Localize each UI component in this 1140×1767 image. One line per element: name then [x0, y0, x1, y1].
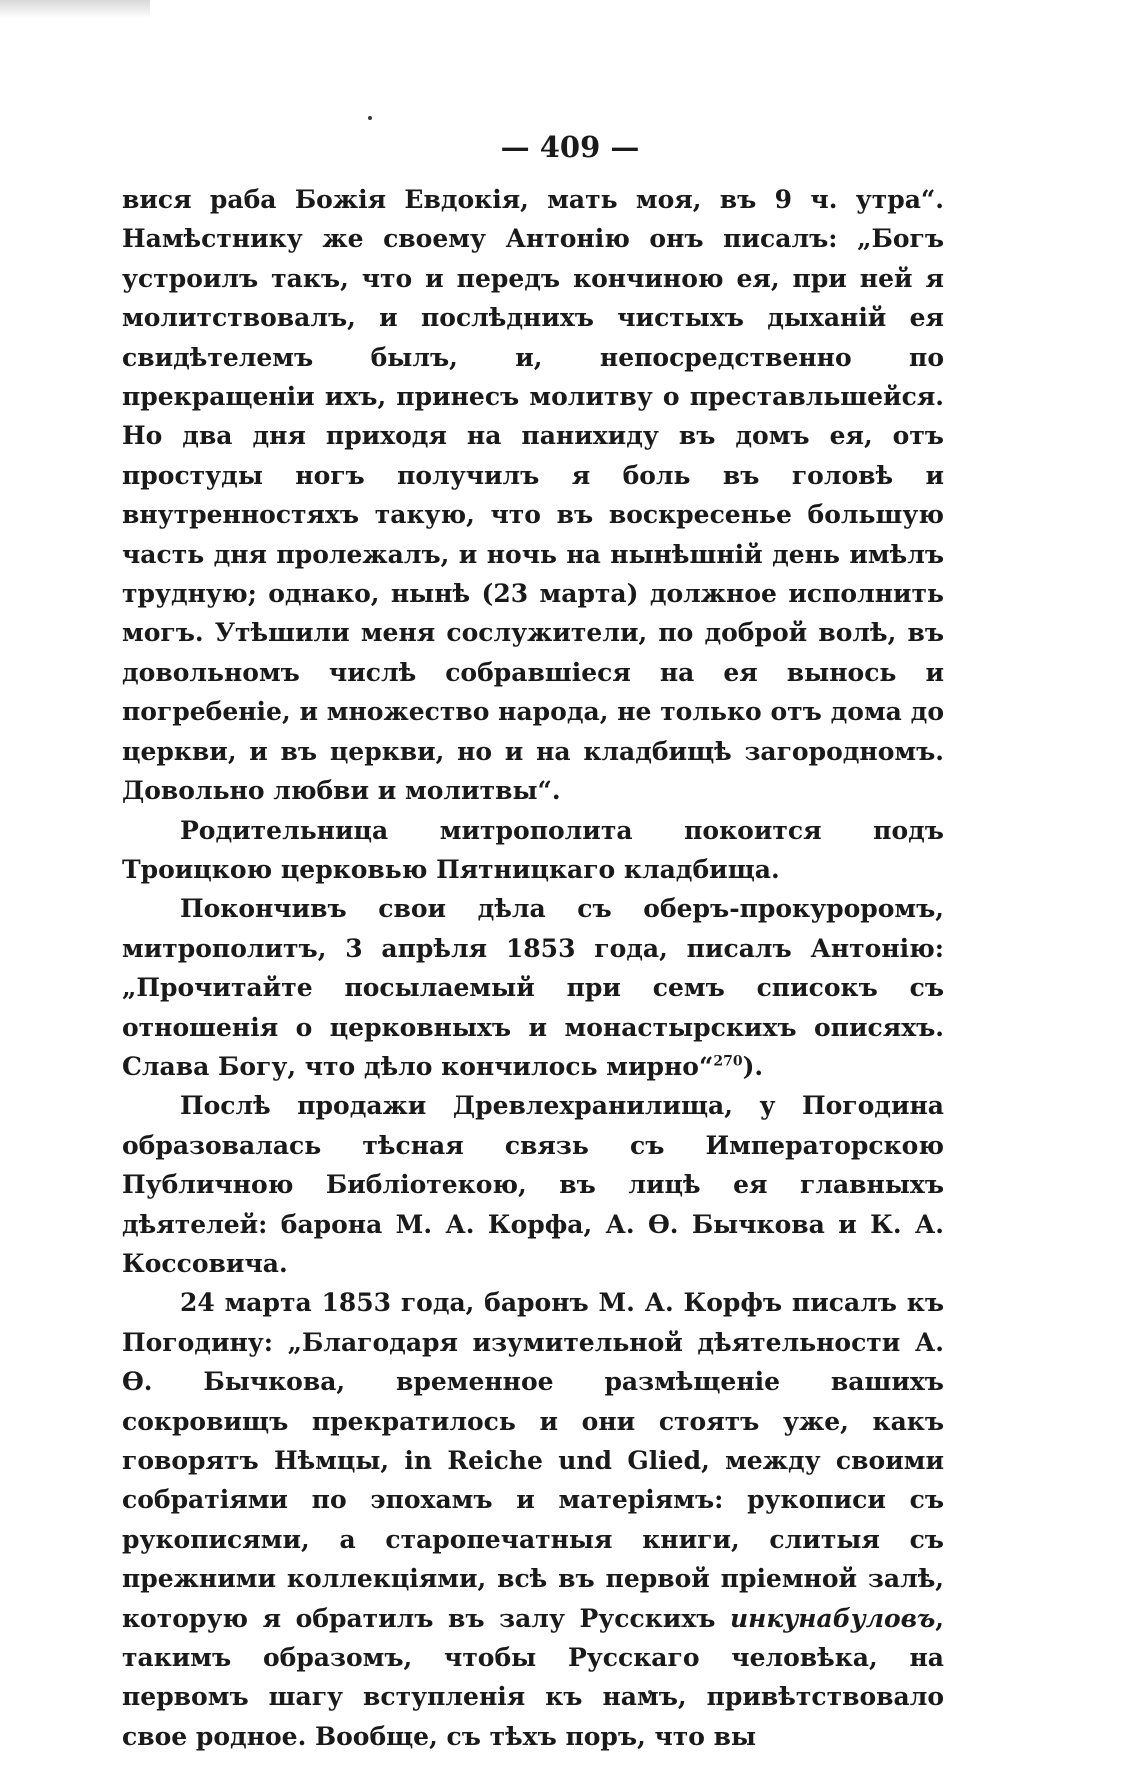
paragraph-3-tail: ).: [742, 1051, 764, 1081]
paragraph-5-text: 24 марта 1853 года, баронъ М. А. Корфъ писалъ къ Погодину: „Благодаря изумительной дѣятельности А. Ѳ. Бычкова, временное размѣщеніе вашихъ сокровищъ прекратилось и они стоятъ уже, какъ говорятъ Нѣмцы, in Reiche und Glied, между своими собратіями по эпохамъ и матеріямъ: рукописи съ рукописями, а старопечатныя книги, слитыя съ прежними коллекціями, всѣ въ первой пріемной залѣ, которую я обратилъ въ залу Русскихъ: [122, 1288, 944, 1633]
page-body: [122, 180, 944, 1756]
page-number: — 409 —: [500, 130, 640, 164]
paragraph-5-italic: инкунабуловъ: [730, 1603, 936, 1633]
paragraph-3: [122, 889, 944, 1086]
scan-edge-shadow: [0, 0, 150, 18]
paragraph-4: Послѣ продажи Древлехранилища, у Погодина образовалась тѣсная связь съ Императорскою Публичною Библіотекою, въ лицѣ ея главныхъ дѣятелей: барона М. А. Корфа, А. Ѳ. Бычкова и К. А. Коссовича.: [122, 1091, 944, 1278]
paragraph-5: [122, 1283, 944, 1756]
scan-speck-top: [368, 116, 372, 120]
paragraph-1: вися раба Божія Евдокія, мать моя, въ 9 ч. утра“. Намѣстнику же своему Антонію онъ писалъ: „Богъ устроилъ такъ, что и передъ кончиною ея, при ней я молитствовалъ, и послѣднихъ чистыхъ дыханій ея свидѣтелемъ былъ, и, непосредственно по прекращеніи ихъ, принесъ молитву о преставльшейся. Но два дня приходя на панихиду въ домъ ея, отъ простуды ногъ получилъ я боль въ головѣ и внутренностяхъ такую, что въ воскресенье большую часть дня пролежалъ, и ночь на нынѣшній день имѣлъ трудную; однако, нынѣ (23 марта) должное исполнить могъ. Утѣшили меня сослужители, по доброй волѣ, въ довольномъ числѣ собравшіеся на ея вынось и погребеніе, и множество народа, не только отъ дома до церкви, и въ церкви, но и на кладбищѣ загородномъ. Довольно любви и молитвы“.: [122, 185, 944, 806]
footnote-marker: 270: [713, 1053, 743, 1070]
paragraph-5-tail: , такимъ образомъ, чтобы Русскаго человѣка, на первомъ шагу вступленія къ намъ, привѣтствовало свое родное. Вообще, съ тѣхъ поръ, что вы: [122, 1603, 944, 1751]
paragraph-3-text: Покончивъ свои дѣла съ оберъ-прокуроромъ, митрополитъ, 3 апрѣля 1853 года, писалъ Антонію: „Прочитайте посылаемый при семъ списокъ съ отношенія о церковныхъ и монастырскихъ описяхъ. Слава Богу, что дѣло кончилось мирно“: [122, 894, 944, 1081]
paragraph-2: Родительница митрополита покоится подъ Троицкою церковью Пятницкаго кладбища.: [122, 815, 944, 884]
